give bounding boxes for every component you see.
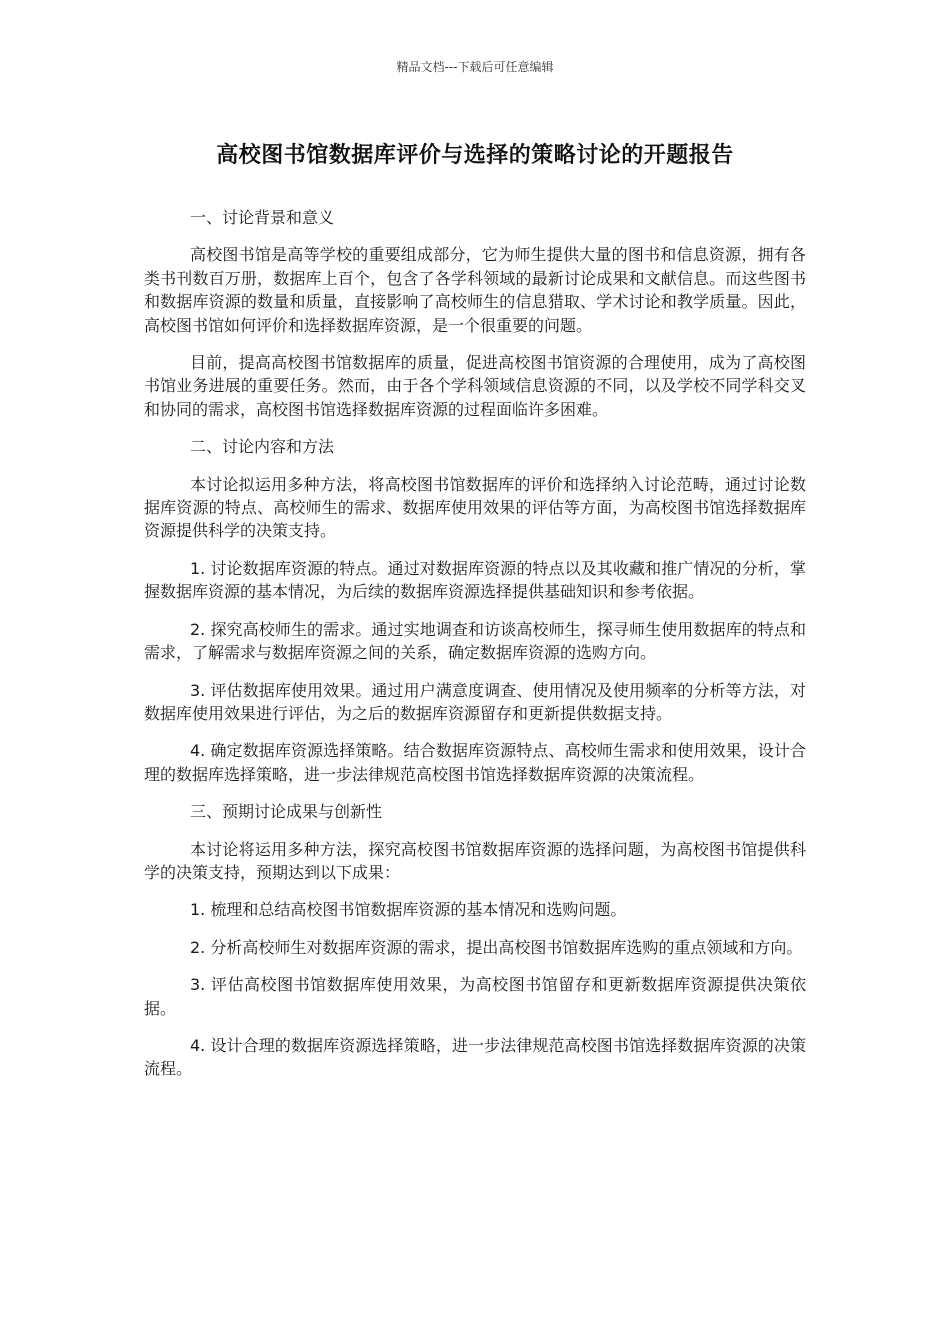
list-item: 3. 评估数据库使用效果。通过用户满意度调查、使用情况及使用频率的分析等方法，对数据库使用效果进行评估，为之后的数据库资源留存和更新提供数据支持。 <box>144 680 806 723</box>
paragraph: 目前，提高高校图书馆数据库的质量，促进高校图书馆资源的合理使用，成为了高校图书馆业务进展的重要任务。然而，由于各个学科领域信息资源的不同，以及学校不同学科交叉和协同的需求，高校图书馆选择数据库资源的过程面临许多困难。 <box>144 353 806 419</box>
section-heading-expected-results: 三、预期讨论成果与创新性 <box>190 802 383 822</box>
list-item: 4. 确定数据库资源选择策略。结合数据库资源特点、高校师生需求和使用效果，设计合理的数据库选择策略，进一步法律规范高校图书馆选择数据库资源的决策流程。 <box>144 741 806 784</box>
list-item: 3. 评估高校图书馆数据库使用效果，为高校图书馆留存和更新数据库资源提供决策依据。 <box>144 975 806 1018</box>
list-item: 2. 分析高校师生对数据库资源的需求，提出高校图书馆数据库选购的重点领域和方向。 <box>190 937 803 957</box>
paragraph: 高校图书馆是高等学校的重要组成部分，它为师生提供大量的图书和信息资源，拥有各类书刊数百万册，数据库上百个，包含了各学科领域的最新讨论成果和文献信息。而这些图书和数据库资源的数量和质量，直接影响了高校师生的信息猎取、学术讨论和教学质量。因此，高校图书馆如何评价和选择数据库资源，是一个很重要的问题。 <box>144 245 806 335</box>
list-item: 1. 梳理和总结高校图书馆数据库资源的基本情况和选购问题。 <box>190 900 627 920</box>
paragraph: 本讨论拟运用多种方法，将高校图书馆数据库的评价和选择纳入讨论范畴，通过讨论数据库资源的特点、高校师生的需求、数据库使用效果的评估等方面，为高校图书馆选择数据库资源提供科学的决策支持。 <box>144 474 806 541</box>
header-note: 精品文档---下载后可任意编辑 <box>396 60 554 74</box>
document-body <box>144 206 806 1095</box>
list-item: 4. 设计合理的数据库资源选择策略，进一步法律规范高校图书馆选择数据库资源的决策流程。 <box>144 1035 806 1079</box>
paragraph: 本讨论将运用多种方法，探究高校图书馆数据库资源的选择问题，为高校图书馆提供科学的决策支持，预期达到以下成果： <box>144 839 806 882</box>
section-heading-content-method: 二、讨论内容和方法 <box>190 437 335 457</box>
document-title: 高校图书馆数据库评价与选择的策略讨论的开题报告 <box>216 143 734 168</box>
section-heading-background: 一、讨论背景和意义 <box>190 208 335 227</box>
list-item: 2. 探究高校师生的需求。通过实地调查和访谈高校师生，探寻师生使用数据库的特点和需求，了解需求与数据库资源之间的关系，确定数据库资源的选购方向。 <box>144 619 806 663</box>
list-item: 1. 讨论数据库资源的特点。通过对数据库资源的特点以及其收藏和推广情况的分析，掌握数据库资源的基本情况，为后续的数据库资源选择提供基础知识和参考依据。 <box>144 558 806 602</box>
